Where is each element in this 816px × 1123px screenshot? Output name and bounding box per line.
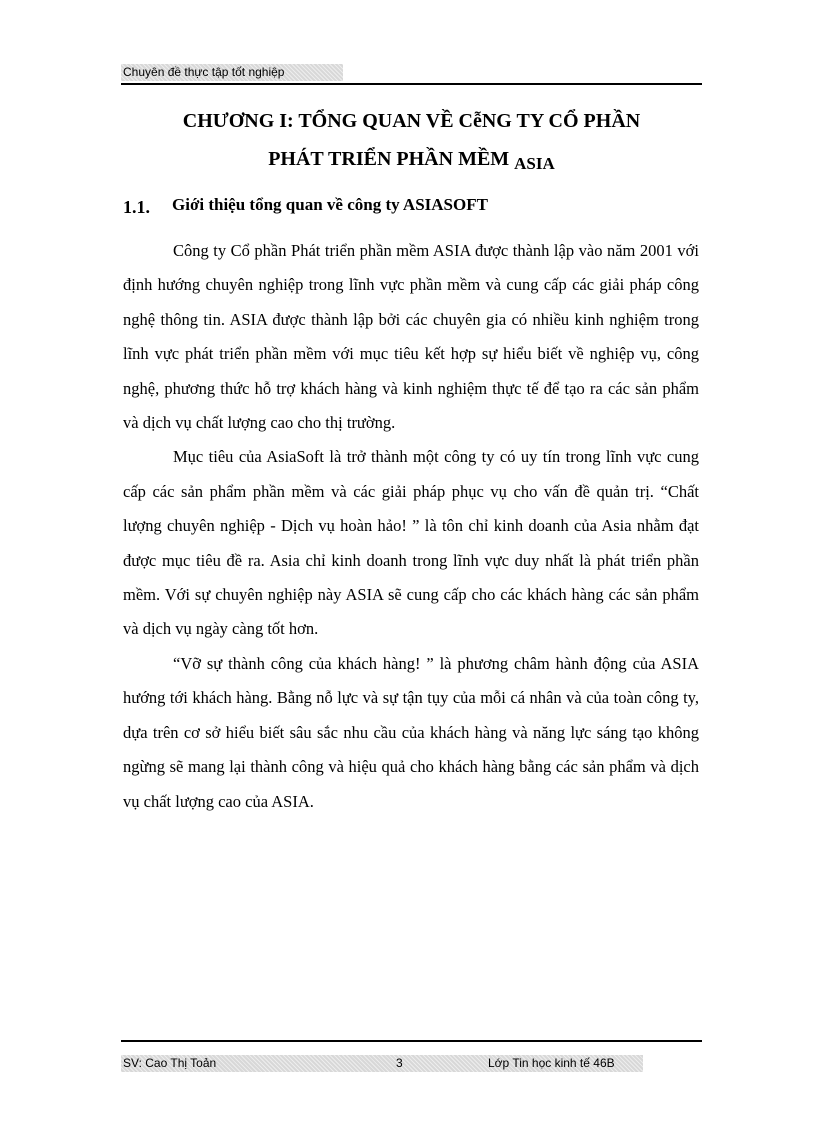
chapter-title-line-2 <box>121 140 702 179</box>
header-rule <box>121 83 702 85</box>
paragraph-3: “Vỡ sự thành công của khách hàng! ” là phương châm hành động của ASIA hướng tới khách hàng. Bằng nỗ lực và sự tận tụy của mỗi cá nhân và của toàn công ty, dựa trên cơ sở hiểu biết sâu sắc nhu cầu của khách hàng và năng lực sáng tạo không ngừng sẽ mang lại thành công và hiệu quả cho khách hàng bằng các sản phẩm và dịch vụ chất lượng cao của ASIA. <box>123 653 699 811</box>
body-text <box>123 234 699 819</box>
footer-student: SV: Cao Thị Toản <box>123 1056 217 1070</box>
footer-rule <box>121 1040 702 1042</box>
page-number: 3 <box>396 1056 403 1070</box>
chapter-title <box>121 102 702 179</box>
section-title: Giới thiệu tổng quan về công ty ASIASOFT <box>172 195 488 214</box>
footer-class: Lớp Tin học kinh tế 46B <box>488 1056 615 1070</box>
chapter-title-asia: ASIA <box>514 154 555 173</box>
paragraph-2: Mục tiêu của AsiaSoft là trở thành một công ty có uy tín trong lĩnh vực cung cấp các sản phẩm phần mềm và các giải pháp phục vụ cho vấn đề quản trị. “Chất lượng chuyên nghiệp - Dịch vụ hoàn hảo! ” là tôn chỉ kinh doanh của Asia nhằm đạt được mục tiêu đề ra. Asia chỉ kinh doanh trong lĩnh vực duy nhất là phát triển phần mềm. Với sự chuyên nghiệp này ASIA sẽ cung cấp cho các khách hàng các sản phẩm và dịch vụ ngày càng tốt hơn. <box>123 447 699 639</box>
chapter-title-line-1: CHƯƠNG I: TỔNG QUAN VỀ CễNG TY CỔ PHẦN <box>182 110 641 132</box>
chapter-title-line-2-text: PHÁT TRIỂN PHẦN MỀM <box>268 148 510 170</box>
section-number: 1.1. <box>123 197 150 217</box>
running-header: Chuyên đề thực tập tốt nghiệp <box>123 65 285 79</box>
paragraph-1: Công ty Cổ phần Phát triển phần mềm ASIA được thành lập vào năm 2001 với định hướng chuyên nghiệp trong lĩnh vực phần mềm và cung cấp các giải pháp công nghệ thông tin. ASIA được thành lập bởi các chuyên gia có nhiều kinh nghiệm trong lĩnh vực phát triển phần mềm với mục tiêu kết hợp sự hiểu biết về nghiệp vụ, công nghệ, phương thức hỗ trợ khách hàng và kinh nghiệm thực tế để tạo ra các sản phẩm và dịch vụ chất lượng cao cho thị trường. <box>123 241 699 433</box>
